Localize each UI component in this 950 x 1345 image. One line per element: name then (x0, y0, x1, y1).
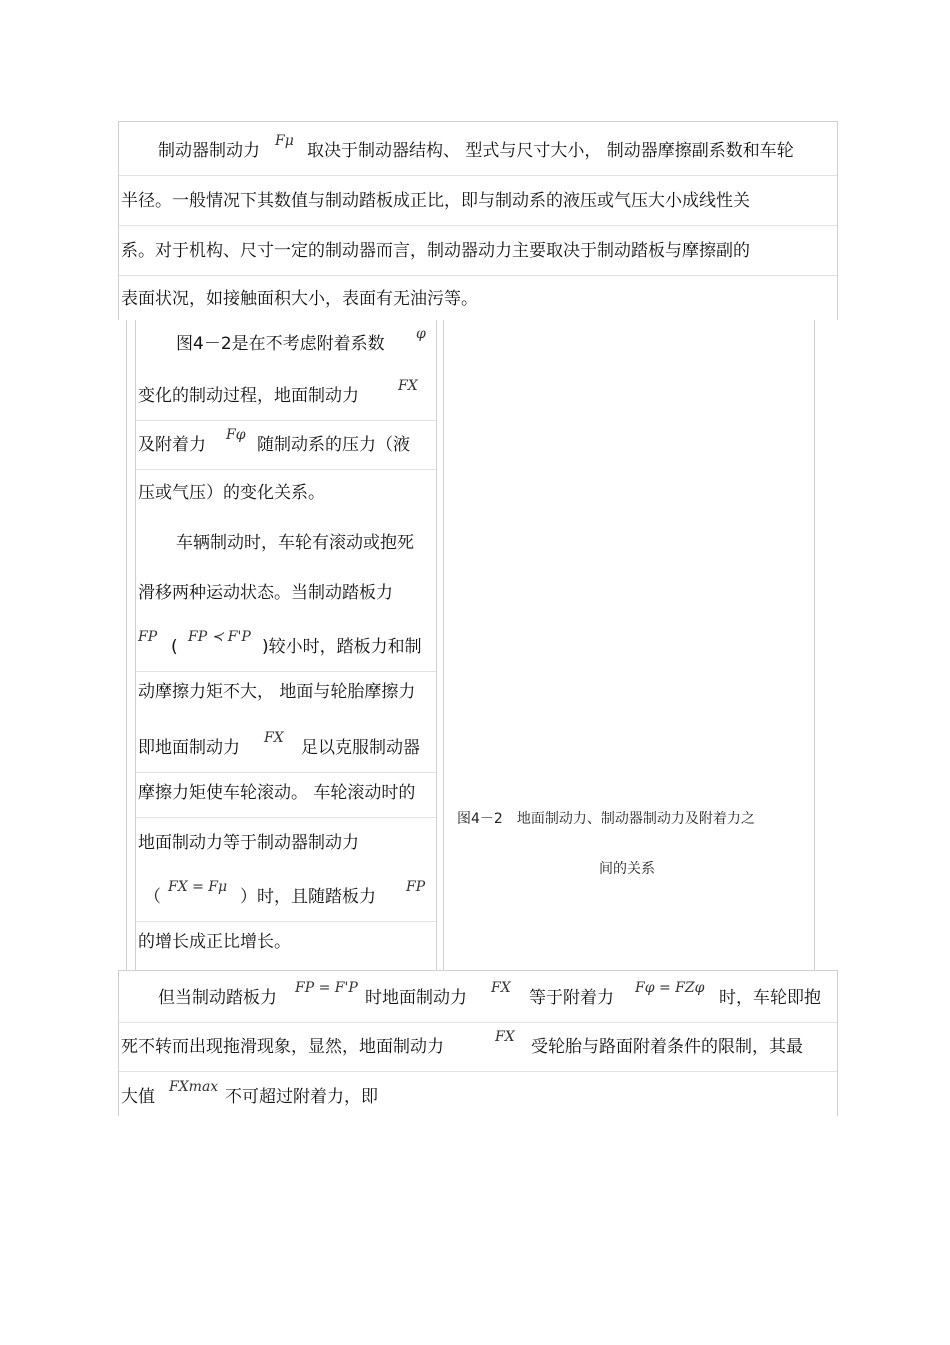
text: 取决于制动器结构、 型式与尺寸大小， 制动器摩擦副系数和车轮 (307, 141, 794, 161)
text-line (136, 519, 436, 568)
text: 大值 (121, 1087, 155, 1107)
formula-f-xmax: FXmax (169, 1079, 219, 1095)
formula-f-p: FP (406, 879, 426, 895)
text-line (136, 320, 436, 369)
text: )较小时，踏板力和制 (262, 637, 422, 657)
text: 即地面制动力 (138, 738, 240, 758)
text: 图4－2是在不考虑附着系数 (176, 334, 385, 354)
formula-f-x: FX (398, 378, 418, 394)
formula-fp-eq-fp1: FP = F'P (295, 980, 358, 996)
text: 但当制动踏板力 (158, 988, 277, 1008)
text: 压或气压）的变化关系。 (138, 483, 325, 503)
text: 制动器制动力 (158, 141, 260, 161)
text: 车辆制动时，车轮有滚动或抱死 (176, 533, 414, 553)
text-line (119, 1023, 837, 1072)
text: 随制动系的压力（液 (257, 435, 410, 455)
text: 地面制动力等于制动器制动力 (138, 833, 359, 853)
formula-f-phi: Fφ (226, 427, 246, 443)
text-line (136, 569, 436, 618)
formula-f-x: FX (495, 1029, 515, 1045)
text-line (119, 127, 837, 176)
text-line (136, 469, 436, 518)
formula-fx-eq-fmu: FX = Fμ (168, 879, 228, 895)
formula-fphi-eq-fzphi: Fφ = FZφ (635, 980, 705, 996)
formula-fp-less-fp1: FP ≺ F'P (188, 629, 251, 645)
formula-f-x: FX (491, 980, 511, 996)
text-line (119, 275, 837, 324)
text-line (136, 819, 436, 868)
text-line (136, 372, 436, 421)
text-line (119, 227, 837, 276)
text: 滑移两种运动状态。当制动踏板力 (138, 583, 393, 603)
formula-f-p: FP (138, 629, 158, 645)
text: 的增长成正比增长。 (138, 932, 291, 952)
text: ）时，且随踏板力 (240, 887, 376, 907)
text: 系。对于机构、尺寸一定的制动器而言，制动器动力主要取决于制动踏板与摩擦副的 (121, 241, 750, 261)
text-line (136, 668, 436, 717)
formula-f-mu: Fμ (275, 133, 294, 149)
text-line (136, 873, 436, 922)
text-line (119, 1073, 837, 1122)
text: 死不转而出现拖滑现象，显然，地面制动力 (121, 1037, 444, 1057)
paragraph-1 (118, 121, 838, 320)
text: 时地面制动力 (365, 988, 467, 1008)
text-line (136, 724, 436, 773)
text: 受轮胎与路面附着条件的限制，其最 (531, 1037, 803, 1057)
text: （ (144, 887, 161, 907)
text: 半径。一般情况下其数值与制动踏板成正比，即与制动系的液压或气压大小成线性关 (121, 191, 750, 211)
figure-box (443, 320, 815, 970)
formula-phi: φ (416, 326, 426, 342)
left-column (135, 320, 437, 970)
paragraph-3 (118, 970, 838, 1116)
text-line (136, 918, 436, 967)
formula-f-x: FX (264, 730, 284, 746)
text: ( (171, 637, 178, 657)
text: 等于附着力 (529, 988, 614, 1008)
text: 摩擦力矩使车轮滚动。 车轮滚动时的 (138, 783, 416, 803)
text: 变化的制动过程，地面制动力 (138, 386, 359, 406)
text-line (136, 769, 436, 818)
text: 及附着力 (138, 435, 206, 455)
figure-caption: 间的关系 (599, 861, 655, 877)
text: 表面状况，如接触面积大小，表面有无油污等。 (121, 289, 478, 309)
text-line (119, 177, 837, 226)
figure-caption: 图4－2 地面制动力、制动器制动力及附着力之 (457, 811, 755, 827)
text: 不可超过附着力，即 (225, 1087, 378, 1107)
text: 动摩擦力矩不大， 地面与轮胎摩擦力 (138, 682, 416, 702)
text: 足以克服制动器 (301, 738, 420, 758)
text: 时，车轮即抱 (719, 988, 821, 1008)
text-line (119, 974, 837, 1023)
text-line (136, 421, 436, 470)
text-line (136, 623, 436, 672)
